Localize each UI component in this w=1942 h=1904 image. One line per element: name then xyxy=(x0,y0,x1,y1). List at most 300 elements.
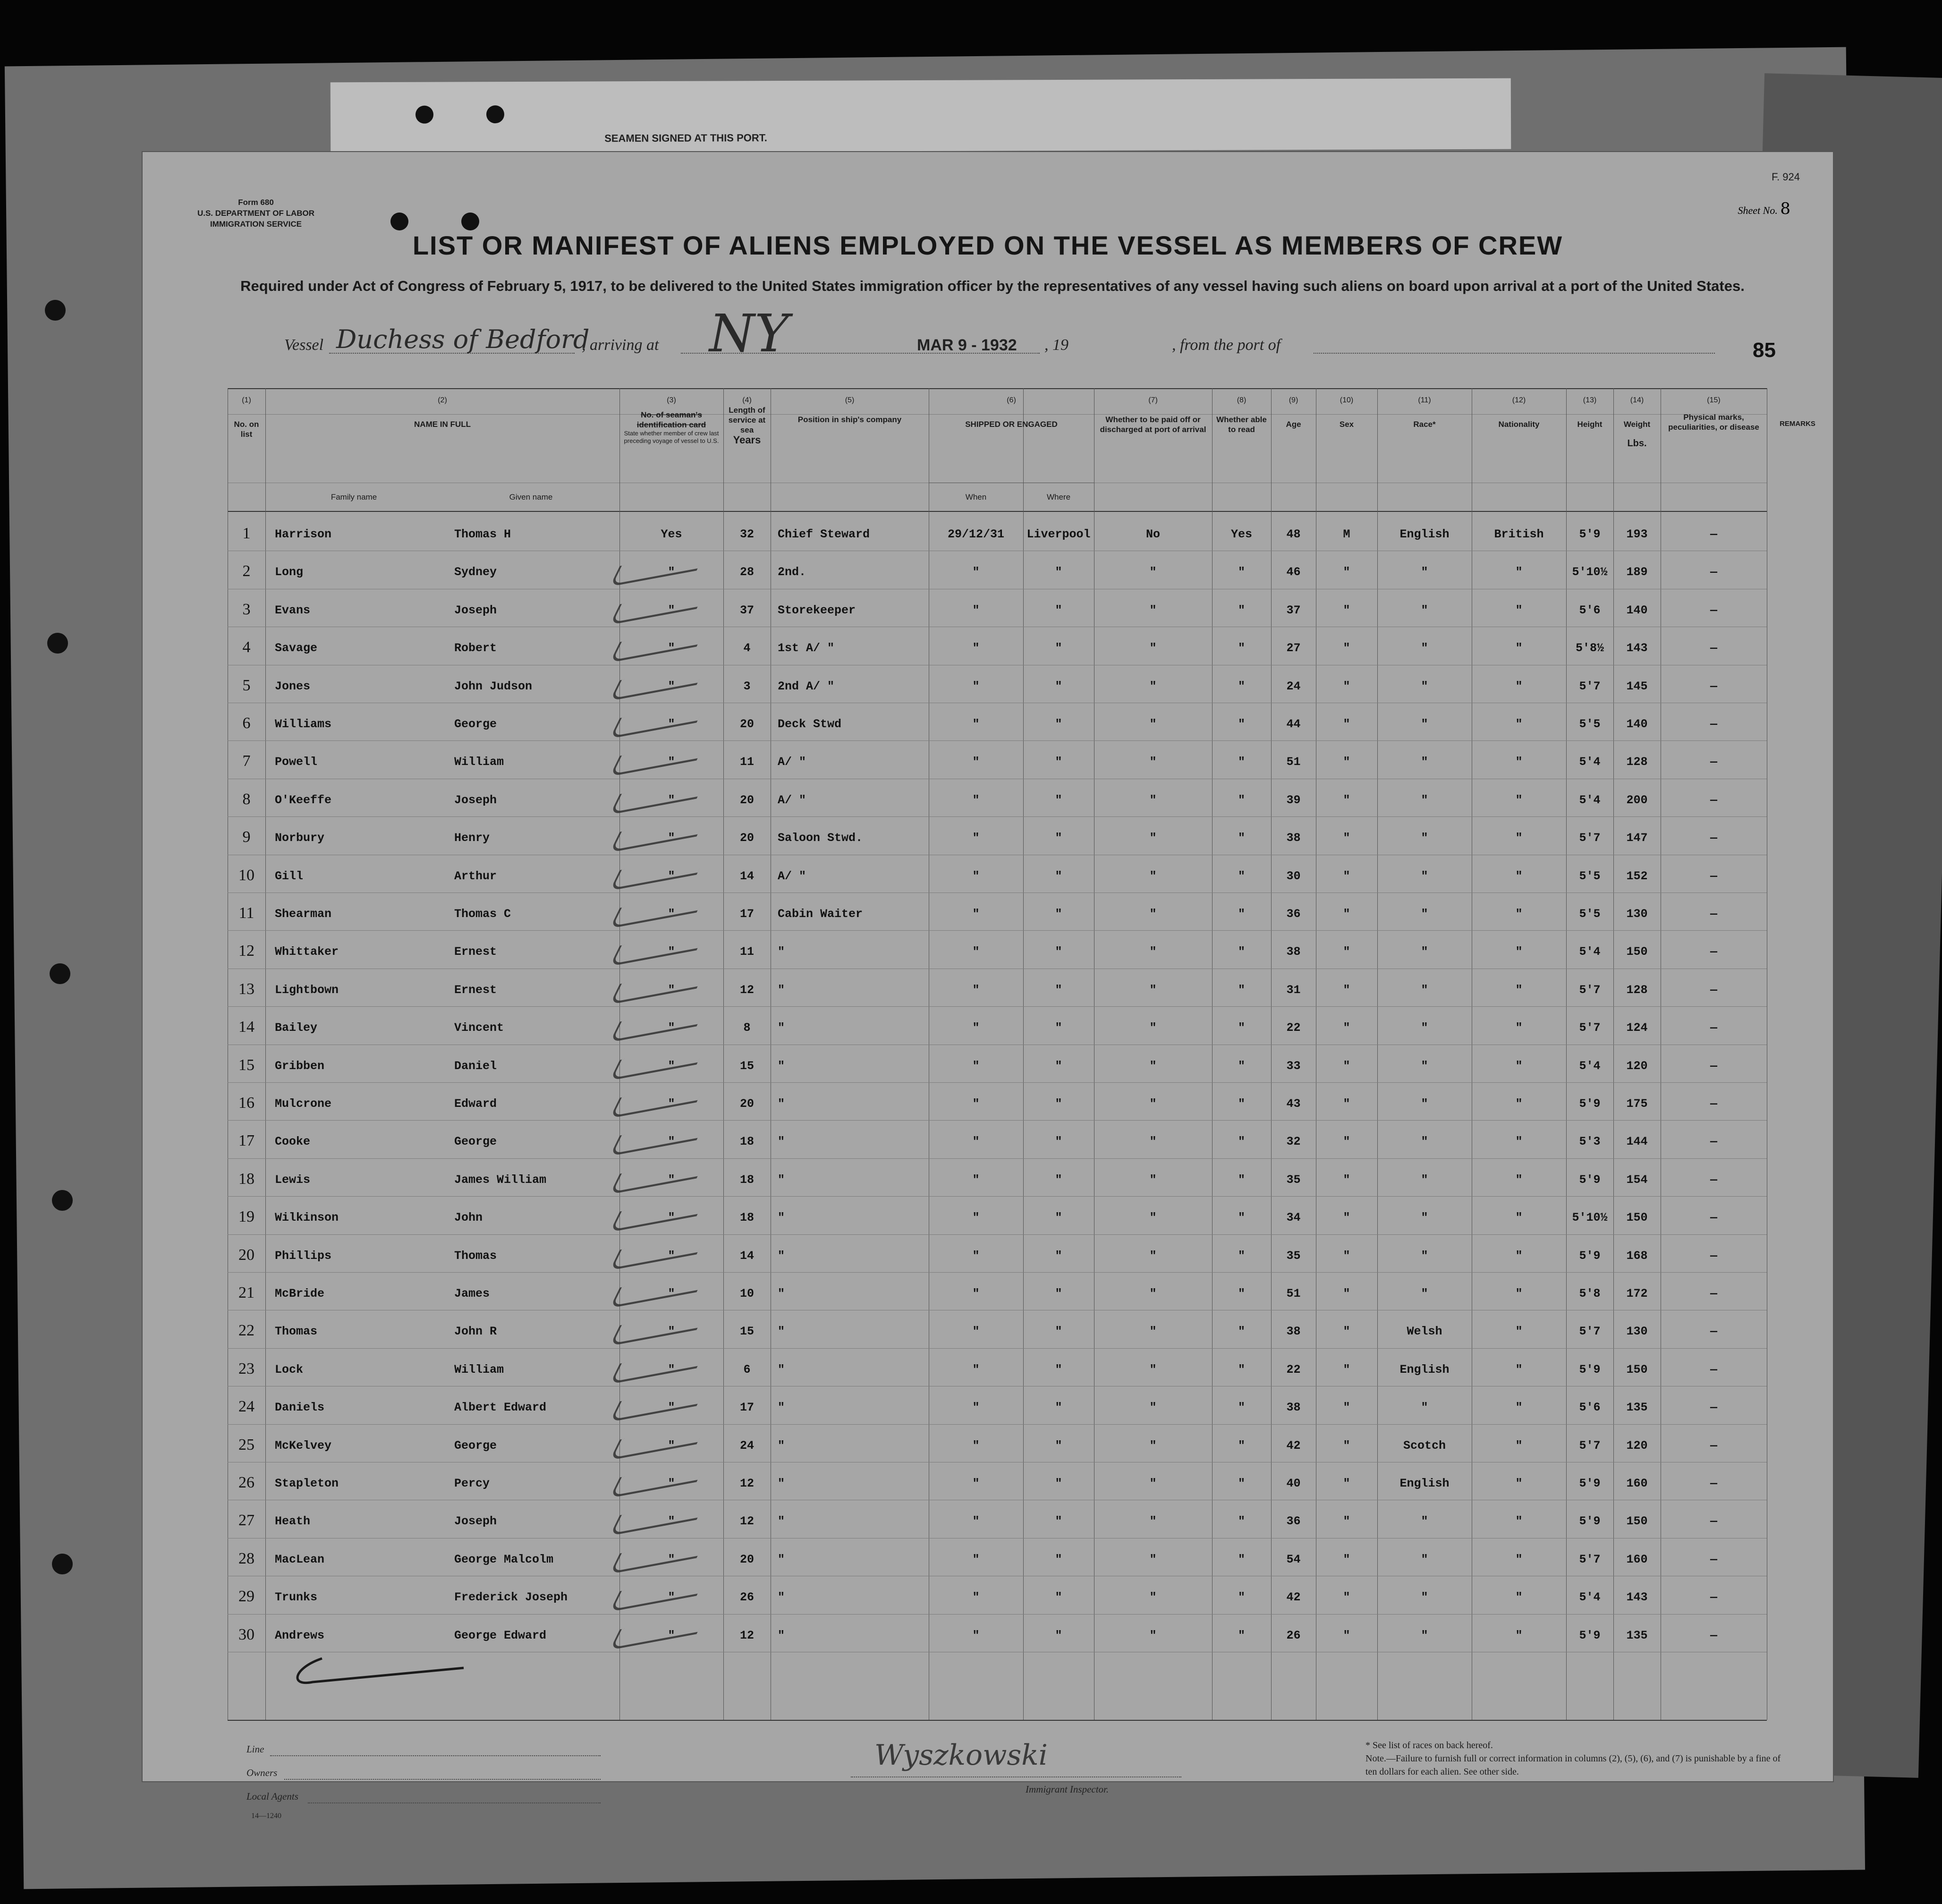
cell-years-at-sea: 15 xyxy=(739,1059,754,1073)
cell-age: 35 xyxy=(1286,1249,1301,1263)
table-row xyxy=(143,1462,1833,1500)
cell-shipped-when: " xyxy=(972,793,980,807)
column-header-given-name: Given name xyxy=(509,493,553,502)
cell-able-to-read: " xyxy=(1238,1173,1245,1187)
cell-paid-off: " xyxy=(1149,1059,1157,1073)
cell-age: 31 xyxy=(1286,983,1301,997)
cell-able-to-read: " xyxy=(1238,907,1245,921)
cell-family-name: Powell xyxy=(275,755,318,769)
table-row xyxy=(143,1615,1833,1652)
binder-hole xyxy=(45,300,66,321)
cell-weight: 200 xyxy=(1626,793,1648,807)
cell-physical-marks: — xyxy=(1710,793,1717,807)
column-label: Race* xyxy=(1413,420,1436,429)
cell-sex: " xyxy=(1343,793,1350,807)
binder-hole xyxy=(52,1554,73,1574)
cell-previous-voyage: " xyxy=(668,1173,675,1187)
cell-nationality: " xyxy=(1515,1401,1523,1415)
cell-years-at-sea: 3 xyxy=(743,679,751,693)
column-label: Age xyxy=(1286,420,1301,429)
cell-previous-voyage: " xyxy=(668,1628,675,1642)
cell-paid-off: " xyxy=(1149,641,1157,655)
cell-family-name: Heath xyxy=(275,1514,311,1529)
cell-shipped-when: " xyxy=(972,1021,980,1035)
cell-years-at-sea: 24 xyxy=(739,1438,754,1453)
cell-physical-marks: — xyxy=(1710,527,1717,541)
binder-hole xyxy=(50,963,70,984)
cell-sex: " xyxy=(1343,1590,1350,1605)
cell-height: 5'7 xyxy=(1579,1438,1601,1453)
cell-nationality: " xyxy=(1515,869,1523,883)
table-row xyxy=(143,1235,1833,1273)
cell-physical-marks: — xyxy=(1710,907,1717,921)
cell-weight: 154 xyxy=(1626,1173,1648,1187)
cell-height: 5'7 xyxy=(1579,1325,1601,1339)
cell-weight: 143 xyxy=(1626,1590,1648,1605)
cell-nationality: " xyxy=(1515,1552,1523,1566)
cell-shipped-when: " xyxy=(972,869,980,883)
cell-position: " xyxy=(778,1552,785,1566)
column-header-marks xyxy=(1661,395,1767,432)
cell-sex: " xyxy=(1343,983,1350,997)
cell-paid-off: " xyxy=(1149,945,1157,959)
column-label: Nationality xyxy=(1498,420,1540,429)
cell-age: 54 xyxy=(1286,1552,1301,1566)
cell-given-name: Daniel xyxy=(454,1059,497,1073)
cell-sex: " xyxy=(1343,641,1350,655)
cell-weight: 147 xyxy=(1626,831,1648,845)
column-header-shipped xyxy=(929,395,1094,429)
cell-family-name: Long xyxy=(275,565,304,579)
cell-age: 46 xyxy=(1286,565,1301,579)
cell-weight: 193 xyxy=(1626,527,1648,541)
cell-able-to-read: " xyxy=(1238,831,1245,845)
cell-row-number: 20 xyxy=(238,1246,254,1264)
column-label: Height xyxy=(1577,420,1603,429)
cell-given-name: Percy xyxy=(454,1477,490,1490)
cell-race: " xyxy=(1421,603,1428,617)
cell-paid-off: " xyxy=(1149,1552,1157,1566)
cell-row-number: 13 xyxy=(238,980,254,998)
cell-age: 38 xyxy=(1286,1325,1301,1339)
cell-row-number: 5 xyxy=(242,676,251,694)
cell-row-number: 28 xyxy=(238,1549,254,1567)
column-number: (11) xyxy=(1418,396,1431,404)
cell-sex: " xyxy=(1343,1628,1350,1642)
table-row xyxy=(143,1349,1833,1386)
footer-agents-label: Local Agents xyxy=(246,1791,298,1802)
vessel-name: Duchess of Bedford xyxy=(336,324,590,354)
cell-shipped-where: " xyxy=(1055,1477,1062,1490)
cell-able-to-read: " xyxy=(1238,1514,1245,1529)
cell-age: 24 xyxy=(1286,679,1301,693)
cell-weight: 150 xyxy=(1626,945,1648,959)
cell-physical-marks: — xyxy=(1710,717,1717,731)
cell-able-to-read: " xyxy=(1238,1059,1245,1073)
cell-race: " xyxy=(1421,1135,1428,1149)
cell-height: 5'7 xyxy=(1579,1552,1601,1566)
column-header-read xyxy=(1212,395,1271,434)
cell-shipped-where: " xyxy=(1055,1401,1062,1415)
cell-previous-voyage: " xyxy=(668,1590,675,1605)
cell-weight: 150 xyxy=(1626,1211,1648,1225)
cell-previous-voyage: " xyxy=(668,1059,675,1073)
column-number: (1) xyxy=(242,396,251,404)
column-sublabel: Years xyxy=(733,434,761,446)
races-note: * See list of races on back hereof. xyxy=(1365,1740,1493,1751)
cell-years-at-sea: 17 xyxy=(739,907,754,921)
column-label: Whether to be paid off or discharged at port of arrival xyxy=(1100,415,1206,434)
cell-sex: " xyxy=(1343,755,1350,769)
table-row xyxy=(143,1500,1833,1538)
sheet-number-value: 8 xyxy=(1780,199,1790,218)
cell-given-name: Frederick Joseph xyxy=(454,1590,568,1605)
cell-position: Cabin Waiter xyxy=(778,907,863,921)
cell-shipped-where: " xyxy=(1055,565,1062,579)
table-row xyxy=(143,703,1833,741)
cell-nationality: " xyxy=(1515,603,1523,617)
cell-row-number: 25 xyxy=(238,1436,254,1454)
cell-given-name: George Malcolm xyxy=(454,1552,554,1566)
cell-shipped-when: " xyxy=(972,1514,980,1529)
column-number: (8) xyxy=(1237,396,1247,404)
cell-shipped-where: " xyxy=(1055,945,1062,959)
column-header-position xyxy=(771,395,929,425)
cell-family-name: Lewis xyxy=(275,1173,311,1187)
cell-position: " xyxy=(778,983,785,997)
cell-position: " xyxy=(778,1287,785,1300)
cell-previous-voyage: " xyxy=(668,1097,675,1111)
cell-family-name: Cooke xyxy=(275,1135,311,1149)
cell-family-name: Norbury xyxy=(275,831,325,845)
cell-shipped-when: " xyxy=(972,717,980,731)
form-identifier xyxy=(195,197,317,230)
cell-sex: " xyxy=(1343,945,1350,959)
table-row xyxy=(143,1273,1833,1310)
cell-able-to-read: " xyxy=(1238,755,1245,769)
cell-shipped-when: " xyxy=(972,1211,980,1225)
cell-paid-off: " xyxy=(1149,717,1157,731)
cell-row-number: 22 xyxy=(238,1322,254,1340)
cell-race: " xyxy=(1421,983,1428,997)
cell-nationality: " xyxy=(1515,1438,1523,1453)
cell-shipped-when: " xyxy=(972,565,980,579)
sheet-number-label: Sheet No. xyxy=(1738,204,1778,216)
cell-position: " xyxy=(778,1059,785,1073)
cell-previous-voyage: " xyxy=(668,717,675,731)
cell-paid-off: " xyxy=(1149,1211,1157,1225)
cell-nationality: " xyxy=(1515,1059,1523,1073)
cell-race: English xyxy=(1399,1477,1450,1490)
cell-given-name: Sydney xyxy=(454,565,497,579)
cell-able-to-read: Yes xyxy=(1230,527,1252,541)
cell-family-name: Whittaker xyxy=(275,945,339,959)
cell-weight: 175 xyxy=(1626,1097,1648,1111)
cell-able-to-read: " xyxy=(1238,1401,1245,1415)
cell-race: " xyxy=(1421,1249,1428,1263)
column-number: (2) xyxy=(438,396,447,404)
cell-paid-off: " xyxy=(1149,907,1157,921)
cell-years-at-sea: 28 xyxy=(739,565,754,579)
cell-able-to-read: " xyxy=(1238,1211,1245,1225)
column-number: (13) xyxy=(1583,396,1597,404)
service-name: IMMIGRATION SERVICE xyxy=(210,220,302,229)
cell-shipped-when: " xyxy=(972,603,980,617)
cell-age: 36 xyxy=(1286,1514,1301,1529)
cell-age: 22 xyxy=(1286,1021,1301,1035)
vessel-label: Vessel xyxy=(284,336,324,354)
cell-physical-marks: — xyxy=(1710,1362,1717,1377)
punch-hole xyxy=(486,105,504,123)
cell-years-at-sea: 14 xyxy=(739,869,754,883)
cell-shipped-where: " xyxy=(1055,603,1062,617)
cell-shipped-where: " xyxy=(1055,1097,1062,1111)
cell-position: " xyxy=(778,1173,785,1187)
cell-height: 5'9 xyxy=(1579,1249,1601,1263)
footer-line-label: Line xyxy=(246,1743,264,1755)
cell-position: " xyxy=(778,1135,785,1149)
column-number: (7) xyxy=(1148,396,1158,404)
cell-given-name: John R xyxy=(454,1325,497,1339)
cell-row-number: 18 xyxy=(238,1170,254,1188)
cell-family-name: Shearman xyxy=(275,907,332,921)
cell-row-number: 24 xyxy=(238,1398,254,1416)
cell-given-name: Robert xyxy=(454,641,497,655)
cell-nationality: " xyxy=(1515,1325,1523,1339)
cell-race: " xyxy=(1421,1287,1428,1300)
cell-given-name: John Judson xyxy=(454,679,533,693)
cell-years-at-sea: 10 xyxy=(739,1287,754,1300)
cell-sex: " xyxy=(1343,1173,1350,1187)
cell-shipped-where: " xyxy=(1055,1325,1062,1339)
cell-height: 5'7 xyxy=(1579,831,1601,845)
cell-family-name: Lock xyxy=(275,1362,304,1377)
cell-paid-off: " xyxy=(1149,755,1157,769)
table-row xyxy=(143,1425,1833,1462)
cell-shipped-when: " xyxy=(972,1325,980,1339)
cell-physical-marks: — xyxy=(1710,983,1717,997)
cell-paid-off: " xyxy=(1149,1438,1157,1453)
cell-shipped-where: " xyxy=(1055,983,1062,997)
cell-sex: " xyxy=(1343,1021,1350,1035)
cell-given-name: George Edward xyxy=(454,1628,547,1642)
cell-able-to-read: " xyxy=(1238,869,1245,883)
cell-nationality: " xyxy=(1515,565,1523,579)
cell-family-name: Evans xyxy=(275,603,311,617)
cell-able-to-read: " xyxy=(1238,1097,1245,1111)
cell-paid-off: " xyxy=(1149,1173,1157,1187)
column-number: (14) xyxy=(1630,396,1644,404)
cell-nationality: " xyxy=(1515,1021,1523,1035)
cell-paid-off: " xyxy=(1149,679,1157,693)
cell-previous-voyage: " xyxy=(668,1135,675,1149)
cell-shipped-where: " xyxy=(1055,1211,1062,1225)
cell-given-name: James William xyxy=(454,1173,547,1187)
cell-shipped-where: " xyxy=(1055,1059,1062,1073)
cell-race: " xyxy=(1421,869,1428,883)
cell-able-to-read: " xyxy=(1238,679,1245,693)
cell-physical-marks: — xyxy=(1710,1552,1717,1566)
cell-shipped-where: " xyxy=(1055,869,1062,883)
cell-family-name: Andrews xyxy=(275,1628,325,1642)
cell-years-at-sea: 20 xyxy=(739,793,754,807)
cell-able-to-read: " xyxy=(1238,1021,1245,1035)
table-row xyxy=(143,931,1833,969)
column-header-height xyxy=(1566,395,1613,429)
cell-family-name: Bailey xyxy=(275,1021,318,1035)
cell-row-number: 9 xyxy=(242,828,251,846)
cell-weight: 128 xyxy=(1626,983,1648,997)
date-stamp: MAR 9 - 1932 xyxy=(917,336,1017,354)
cell-race: " xyxy=(1421,1552,1428,1566)
column-label: No. on list xyxy=(234,420,259,439)
cell-row-number: 3 xyxy=(242,600,251,618)
cell-weight: 145 xyxy=(1626,679,1648,693)
cell-age: 37 xyxy=(1286,603,1301,617)
cell-given-name: Vincent xyxy=(454,1021,504,1035)
cell-age: 33 xyxy=(1286,1059,1301,1073)
cell-family-name: O'Keeffe xyxy=(275,793,332,807)
table-row xyxy=(143,1121,1833,1158)
cell-weight: 160 xyxy=(1626,1552,1648,1566)
cell-height: 5'5 xyxy=(1579,869,1601,883)
cell-previous-voyage: " xyxy=(668,869,675,883)
cell-shipped-when: " xyxy=(972,679,980,693)
cell-height: 5'3 xyxy=(1579,1135,1601,1149)
cell-height: 5'6 xyxy=(1579,1401,1601,1415)
cell-family-name: Savage xyxy=(275,641,318,655)
cell-age: 48 xyxy=(1286,527,1301,541)
cell-nationality: " xyxy=(1515,1287,1523,1300)
cell-sex: " xyxy=(1343,1438,1350,1453)
inspector-signature: Wyszkowski xyxy=(874,1739,1048,1772)
cell-shipped-when: " xyxy=(972,1135,980,1149)
cell-paid-off: " xyxy=(1149,1021,1157,1035)
cell-nationality: " xyxy=(1515,1362,1523,1377)
table-row xyxy=(143,513,1833,551)
table-row xyxy=(143,1576,1833,1614)
cell-nationality: " xyxy=(1515,831,1523,845)
cell-previous-voyage: " xyxy=(668,565,675,579)
cell-shipped-where: " xyxy=(1055,1552,1062,1566)
cell-given-name: Edward xyxy=(454,1097,497,1111)
column-header-sex xyxy=(1316,395,1377,429)
cell-physical-marks: — xyxy=(1710,1514,1717,1529)
column-label: Physical marks, peculiarities, or disease xyxy=(1668,413,1759,432)
cell-race: " xyxy=(1421,1590,1428,1605)
sheet-number xyxy=(1738,199,1790,218)
table-row xyxy=(143,969,1833,1007)
cell-age: 34 xyxy=(1286,1211,1301,1225)
column-header-name xyxy=(265,395,619,429)
footer-owners-label: Owners xyxy=(246,1767,278,1778)
cell-nationality: " xyxy=(1515,907,1523,921)
column-header-family-name: Family name xyxy=(331,493,377,502)
cell-sex: " xyxy=(1343,1477,1350,1490)
cell-race: " xyxy=(1421,1514,1428,1529)
cell-shipped-where: " xyxy=(1055,1628,1062,1642)
punch-hole xyxy=(461,212,479,230)
cell-race: " xyxy=(1421,755,1428,769)
cell-row-number: 16 xyxy=(238,1094,254,1112)
cell-race: " xyxy=(1421,1628,1428,1642)
table-row xyxy=(143,893,1833,931)
cell-row-number: 26 xyxy=(238,1474,254,1491)
cell-physical-marks: — xyxy=(1710,603,1717,617)
cell-years-at-sea: 12 xyxy=(739,1628,754,1642)
cell-physical-marks: — xyxy=(1710,1097,1717,1111)
column-header-nationality xyxy=(1472,395,1566,429)
cell-previous-voyage: " xyxy=(668,831,675,845)
cell-previous-voyage: " xyxy=(668,1249,675,1263)
page-number: 85 xyxy=(1753,339,1776,362)
cell-shipped-when: " xyxy=(972,1477,980,1490)
cell-nationality: " xyxy=(1515,983,1523,997)
cell-shipped-when: " xyxy=(972,1059,980,1073)
cell-row-number: 6 xyxy=(242,714,251,732)
cell-weight: 152 xyxy=(1626,869,1648,883)
cell-position: " xyxy=(778,945,785,959)
cell-position: " xyxy=(778,1590,785,1605)
cell-sex: " xyxy=(1343,831,1350,845)
cell-nationality: " xyxy=(1515,1211,1523,1225)
cell-nationality: " xyxy=(1515,1249,1523,1263)
table-row xyxy=(143,1083,1833,1121)
cell-sex: " xyxy=(1343,1401,1350,1415)
cell-race: " xyxy=(1421,1401,1428,1415)
cell-weight: 124 xyxy=(1626,1021,1648,1035)
cell-sex: " xyxy=(1343,1362,1350,1377)
cell-shipped-when: " xyxy=(972,1097,980,1111)
cell-weight: 140 xyxy=(1626,603,1648,617)
cell-physical-marks: — xyxy=(1710,1401,1717,1415)
cell-sex: " xyxy=(1343,869,1350,883)
cell-age: 42 xyxy=(1286,1590,1301,1605)
cell-previous-voyage: " xyxy=(668,1514,675,1529)
cell-years-at-sea: 14 xyxy=(739,1249,754,1263)
cell-row-number: 17 xyxy=(238,1132,254,1150)
page-title: LIST OR MANIFEST OF ALIENS EMPLOYED ON THE VESSEL AS MEMBERS OF CREW xyxy=(412,230,1563,260)
cell-age: 51 xyxy=(1286,755,1301,769)
cell-position: " xyxy=(778,1362,785,1377)
column-header-where: Where xyxy=(1046,493,1071,502)
cell-nationality: " xyxy=(1515,1173,1523,1187)
column-number: (3) xyxy=(667,396,676,404)
cell-row-number: 4 xyxy=(242,638,251,656)
cell-sex: " xyxy=(1343,1249,1350,1263)
from-port-label: , from the port of xyxy=(1172,336,1281,354)
cell-height: 5'5 xyxy=(1579,717,1601,731)
cell-able-to-read: " xyxy=(1238,641,1245,655)
cell-race: " xyxy=(1421,907,1428,921)
cell-previous-voyage: " xyxy=(668,945,675,959)
cell-given-name: John xyxy=(454,1211,483,1225)
cell-able-to-read: " xyxy=(1238,1628,1245,1642)
cell-physical-marks: — xyxy=(1710,1021,1717,1035)
cell-previous-voyage: " xyxy=(668,1287,675,1300)
cell-physical-marks: — xyxy=(1710,1628,1717,1642)
cell-nationality: " xyxy=(1515,755,1523,769)
cell-row-number: 27 xyxy=(238,1512,254,1530)
cell-shipped-where: " xyxy=(1055,907,1062,921)
year-label: , 19 xyxy=(1044,336,1069,354)
cell-years-at-sea: 18 xyxy=(739,1211,754,1225)
punch-hole xyxy=(416,106,433,124)
cell-height: 5'5 xyxy=(1579,907,1601,921)
cell-nationality: " xyxy=(1515,1628,1523,1642)
cell-sex: " xyxy=(1343,907,1350,921)
cell-paid-off: " xyxy=(1149,1362,1157,1377)
